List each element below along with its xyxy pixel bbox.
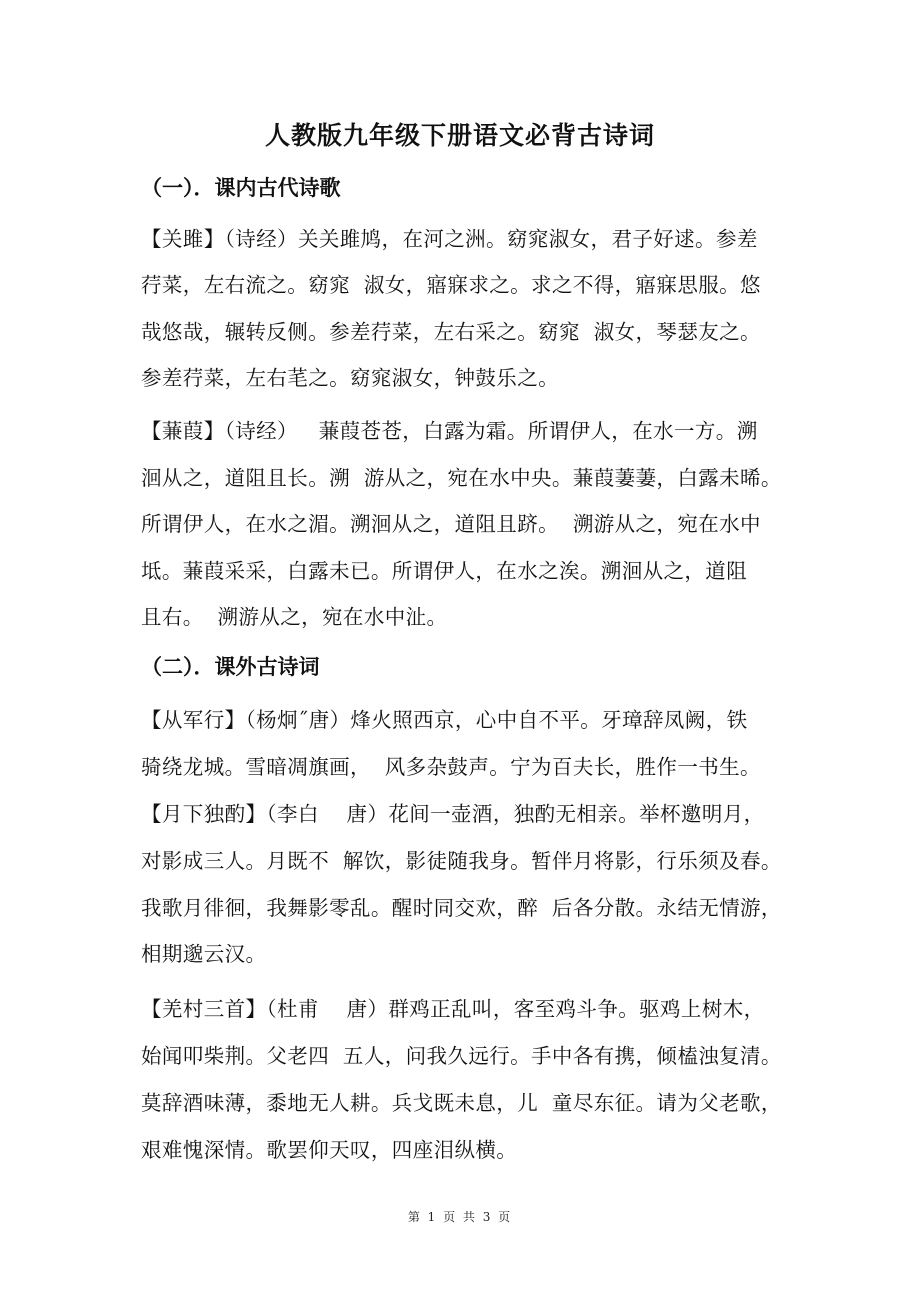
poem-qiangcun-line: 艰难愧深情。歌罢仰天叹，四座泪纵横。	[141, 1138, 518, 1162]
poem-jianjia-line: 坻。蒹葭采采，白露未已。所谓伊人，在水之涘。溯洄从之，道阻	[141, 559, 748, 583]
poem-jianjia-line: 洄从之，道阻且长。溯 游从之，宛在水中央。蒹葭萋萋，白露未晞。	[141, 466, 782, 490]
poem-jianjia-line: 所谓伊人，在水之湄。溯洄从之，道阻且跻。 溯游从之，宛在水中	[141, 512, 761, 536]
poem-congjunxing-line: 骑绕龙城。雪暗凋旗画， 风多杂鼓声。宁为百夫长，胜作一书生。	[141, 755, 761, 779]
poem-yuexiaduzhuo-line: 我歌月徘徊，我舞影零乱。醒时同交欢，醉 后各分散。永结无情游，	[141, 896, 782, 920]
poem-yuexiaduzhuo-line: 对影成三人。月既不 解饮，影徒随我身。暂伴月将影，行乐须及春。	[141, 849, 782, 873]
poem-qiangcun-line: 【羌村三首】（杜甫 唐）群鸡正乱叫，客至鸡斗争。驱鸡上树木，	[141, 997, 765, 1021]
poem-guanju-line: 荇菜，左右流之。窈窕 淑女，寤寐求之。求之不得，寤寐思服。悠	[141, 273, 761, 297]
poem-guanju-line: 参差荇菜，左右芼之。窈窕淑女，钟鼓乐之。	[141, 366, 559, 390]
poem-qiangcun-line: 始闻叩柴荆。父老四 五人，问我久远行。手中各有携，倾榼浊复清。	[141, 1044, 782, 1068]
poem-guanju-line: 哉悠哉，辗转反侧。参差荇菜，左右采之。窈窕 淑女，琴瑟友之。	[141, 320, 761, 344]
poem-jianjia-line: 且右。 溯游从之，宛在水中沚。	[141, 605, 448, 629]
poem-congjunxing-line: 【从军行】（杨炯˝唐）烽火照西京，心中自不平。牙璋辞凤阙，铁	[141, 708, 748, 732]
poem-yuexiaduzhuo-line: 相期邈云汉。	[141, 942, 267, 966]
page-title: 人教版九年级下册语文必背古诗词	[264, 121, 655, 150]
poem-yuexiaduzhuo-line: 【月下独酌】（李白 唐）花间一壶酒，独酌无相亲。举杯邀明月，	[141, 802, 765, 826]
page-footer: 第 1 页 共 3 页	[407, 1210, 513, 1224]
poem-jianjia-line: 【蒹葭】（诗经） 蒹葭苍苍，白露为霜。所谓伊人，在水一方。溯	[141, 419, 758, 443]
section-heading-2: （二）．课外古诗词	[141, 654, 320, 679]
section-heading-1: （一）．课内古代诗歌	[141, 175, 341, 200]
poem-guanju-line: 【关雎】（诗经）关关雎鸠，在河之洲。窈窕淑女，君子好逑。参差	[141, 227, 758, 251]
poem-qiangcun-line: 莫辞酒味薄，黍地无人耕。兵戈既未息，儿 童尽东征。请为父老歌，	[141, 1091, 782, 1115]
